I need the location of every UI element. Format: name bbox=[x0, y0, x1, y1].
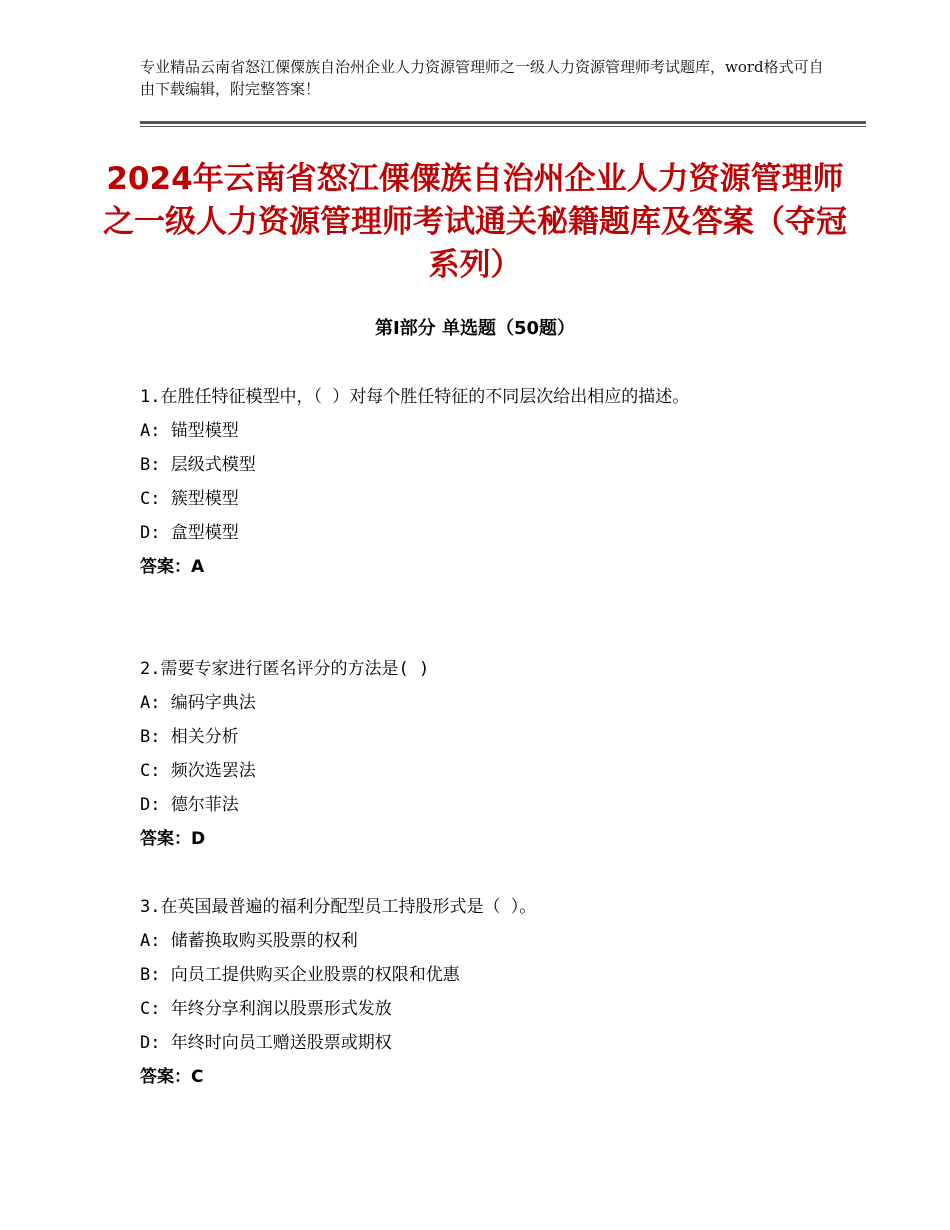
option-c: C: 频次选罢法 bbox=[140, 761, 256, 781]
option-c: C: 年终分享利润以股票形式发放 bbox=[140, 999, 392, 1019]
question-item bbox=[140, 890, 820, 1094]
question-item bbox=[140, 380, 820, 584]
option-a: A: 储蓄换取购买股票的权利 bbox=[140, 931, 358, 951]
answer: 答案：D bbox=[140, 829, 206, 849]
header-rule-thick bbox=[140, 121, 866, 124]
header-note: 专业精品云南省怒江傈僳族自治州企业人力资源管理师之一级人力资源管理师考试题库，word格式可自由下载编辑，附完整答案！ bbox=[140, 58, 824, 98]
header-rule-thin bbox=[140, 126, 866, 127]
option-b: B: 相关分析 bbox=[140, 727, 239, 747]
answer: 答案：C bbox=[140, 1067, 204, 1087]
question-item bbox=[140, 652, 820, 856]
document-title: 2024年云南省怒江傈僳族自治州企业人力资源管理师之一级人力资源管理师考试通关秘籍题库及答案（夺冠系列） bbox=[103, 161, 847, 283]
question-stem: 3.在英国最普遍的福利分配型员工持股形式是（ ）。 bbox=[140, 897, 537, 917]
question-stem: 1.在胜任特征模型中，（ ）对每个胜任特征的不同层次给出相应的描述。 bbox=[140, 387, 690, 407]
option-b: B: 层级式模型 bbox=[140, 455, 256, 475]
option-d: D: 年终时向员工赠送股票或期权 bbox=[140, 1033, 392, 1053]
option-d: D: 盒型模型 bbox=[140, 523, 239, 543]
option-a: A: 锚型模型 bbox=[140, 421, 239, 441]
option-d: D: 德尔菲法 bbox=[140, 795, 239, 815]
question-stem: 2.需要专家进行匿名评分的方法是( ) bbox=[140, 659, 430, 679]
answer: 答案：A bbox=[140, 557, 205, 577]
section-title: 第Ⅰ部分 单选题（50题） bbox=[374, 318, 575, 339]
option-c: C: 簇型模型 bbox=[140, 489, 239, 509]
option-b: B: 向员工提供购买企业股票的权限和优惠 bbox=[140, 965, 460, 985]
option-a: A: 编码字典法 bbox=[140, 693, 256, 713]
